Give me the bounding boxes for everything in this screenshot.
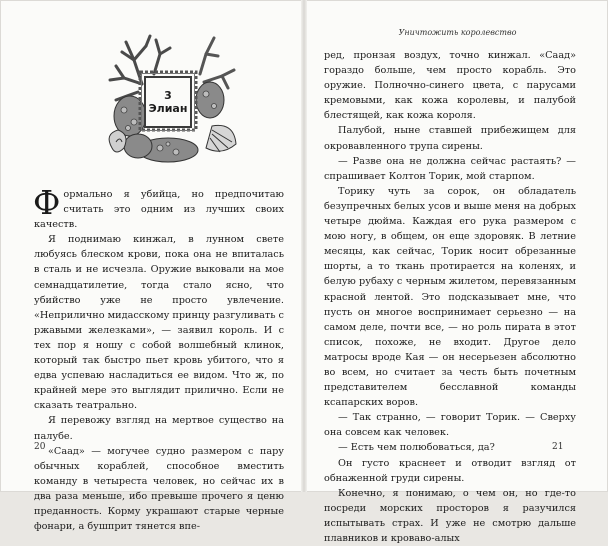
chapter-number: 3 <box>164 89 172 102</box>
opening-paragraph: Формально я убийца, но предпочитаю считать это одним из лучших своих качеств. <box>33 183 284 231</box>
left-body-text <box>33 183 284 534</box>
left-page <box>0 0 301 533</box>
page-number-left: 20 <box>34 442 46 452</box>
paragraph: Он густо краснеет и отводит взгляд от обнаженной груди сирены. <box>324 457 576 484</box>
page-number-right: 21 <box>552 442 564 452</box>
paragraph: Я поднимаю кинжал, в лунном свете любуясь блеском крови, пока она не впиталась в сталь и не исчезла. Оружие выковали на мое семнадцатилетие, тогда стало ясно, что убийство уже не просто увлечение. «Неприлично мидасскому принцу разгуливать с ржавыми железками», — заявил король. И с тех пор я ношу с собой волшебный клинок, который так быстро пьет кровь убитого, что я едва успеваю насладиться ее видом. Что ж, по крайней мере это выглядит прилично. Если не сказать театрально. <box>34 234 284 412</box>
paragraph: ред, пронзая воздух, точно кинжал. «Саад» гораздо больше, чем просто корабль. Это оружие. Полночно-синего цвета, с парусами кремовыми, как кожа королевы, и палубой блестящей, как кожа короля. <box>324 50 576 122</box>
drop-cap: Ф <box>33 183 61 222</box>
paragraph: Конечно, я понимаю, о чем он, но где-то посреди морских просторов я разучился испытывать страх. И уже не смотрю дальше плавников и кроваво-алых <box>324 487 576 544</box>
paragraph: — Разве она не должна сейчас растаять? — спрашивает Колтон Торик, мой старпом. <box>324 155 576 182</box>
right-body-text <box>324 48 576 546</box>
chapter-heading-frame <box>144 76 192 128</box>
paragraph: Я перевожу взгляд на мертвое существо на палубе. <box>34 415 284 442</box>
paragraph: Палубой, ныне ставшей прибежищем для окровавленного трупа сирены. <box>324 125 576 152</box>
paragraph: «Саад» — могучее судно размером с пару обычных кораблей, способное вместить команду в четыреста человек, но сейчас их в два раза меньше, ибо превыше прочего я ценю преданность. Корму украшают старые черные фонари, а бушприт тянется впе- <box>34 445 284 533</box>
paragraph: — Есть чем полюбоваться, да? <box>338 442 495 454</box>
running-head: Уничтожить королевство <box>398 28 517 37</box>
right-page <box>307 0 608 544</box>
chapter-title: Элиан <box>148 102 188 115</box>
paragraph: Торику чуть за сорок, он обладатель безупречных белых усов и выше меня на добрых четыре дюйма. Каждая его рука размером с мою ногу, в общем, он еще здоровяк. В летние месяцы, как сейчас, Торик носит обрезанные шорты, а то ткань протирается на коленях, и белую рубаху с черным жилетом, перевязанным красной лентой. Это подсказывает мне, что пусть он многое воспринимает серьезно — на самом деле, почти все, — но роль пирата в этот список, похоже, не входит. Другое дело матросы вроде Кая — он несерьезен абсолютно во всем, но считает за честь быть почетным представителем бесславной команды ксапарских воров. <box>324 185 576 409</box>
paragraph: — Так странно, — говорит Торик. — Сверху она совсем как человек. <box>324 412 576 439</box>
